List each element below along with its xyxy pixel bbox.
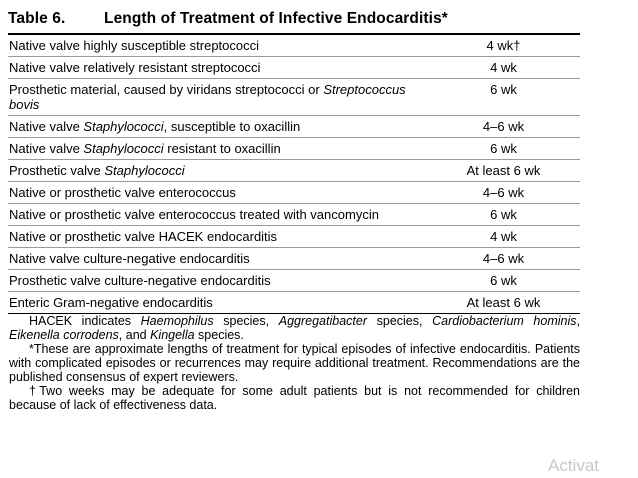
duration-cell: 6 wk (419, 204, 580, 226)
hacek-footnote: HACEK indicates Haemophilus species, Aggregatibacter species, Cardiobacterium hominis, Eikenella corrodens, and Kingella species. (9, 314, 580, 342)
table-row (8, 160, 580, 182)
table-title-text: Length of Treatment of Infective Endocarditis* (104, 10, 448, 27)
duration-cell: 4 wk† (486, 38, 521, 53)
table-row (8, 79, 580, 116)
duration-cell: 4–6 wk (419, 116, 580, 138)
duration-cell: At least 6 wk (419, 160, 580, 182)
duration-cell: 4 wk (419, 226, 580, 248)
table-row (8, 292, 580, 314)
condition-cell: Native or prosthetic valve enterococcus (8, 182, 419, 204)
condition-cell: Native valve Staphylococci resistant to oxacillin (8, 138, 419, 160)
table-title (8, 8, 580, 30)
table-row (8, 226, 580, 248)
duration-cell: 4–6 wk (419, 248, 580, 270)
duration-cell: 6 wk (419, 270, 580, 292)
table-number: Table 6. (8, 10, 66, 27)
treatment-table-figure (8, 8, 580, 412)
dagger-footnote: †Two weeks may be adequate for some adult patients but is not recommended for children because of lack of effectiveness data. (9, 384, 580, 412)
table-row (8, 57, 580, 79)
treatment-table (8, 35, 580, 313)
asterisk-footnote: *These are approximate lengths of treatment for typical episodes of infective endocarditis. Patients with complicated episodes or recurrences may require additional treatment. Recommendations are the published consensus of expert reviewers. (9, 342, 580, 384)
table-row (8, 116, 580, 138)
table-row (8, 138, 580, 160)
duration-cell: At least 6 wk (419, 292, 580, 314)
condition-cell: Native valve culture-negative endocarditis (8, 248, 419, 270)
duration-cell: 4–6 wk (419, 182, 580, 204)
condition-cell: Native valve highly susceptible streptococci (9, 38, 260, 53)
condition-cell: Prosthetic valve culture-negative endocarditis (8, 270, 419, 292)
table-row (8, 270, 580, 292)
condition-cell: Prosthetic material, caused by viridans streptococci or Streptococcus bovis (8, 79, 419, 116)
condition-cell: Prosthetic valve Staphylococci (8, 160, 419, 182)
condition-cell: Native valve Staphylococci, susceptible to oxacillin (8, 116, 419, 138)
table-footnotes (8, 314, 580, 412)
condition-cell: Native valve relatively resistant streptococci (8, 57, 419, 79)
table-row (8, 182, 580, 204)
condition-cell: Native or prosthetic valve enterococcus treated with vancomycin (8, 204, 419, 226)
table-row (8, 204, 580, 226)
condition-cell: Native or prosthetic valve HACEK endocarditis (8, 226, 419, 248)
duration-cell: 6 wk (419, 138, 580, 160)
condition-cell: Enteric Gram-negative endocarditis (8, 292, 419, 314)
duration-cell: 4 wk (419, 57, 580, 79)
table-row (8, 248, 580, 270)
duration-cell: 6 wk (419, 79, 580, 116)
activation-watermark: Activat (548, 456, 600, 475)
table-row (8, 35, 580, 57)
